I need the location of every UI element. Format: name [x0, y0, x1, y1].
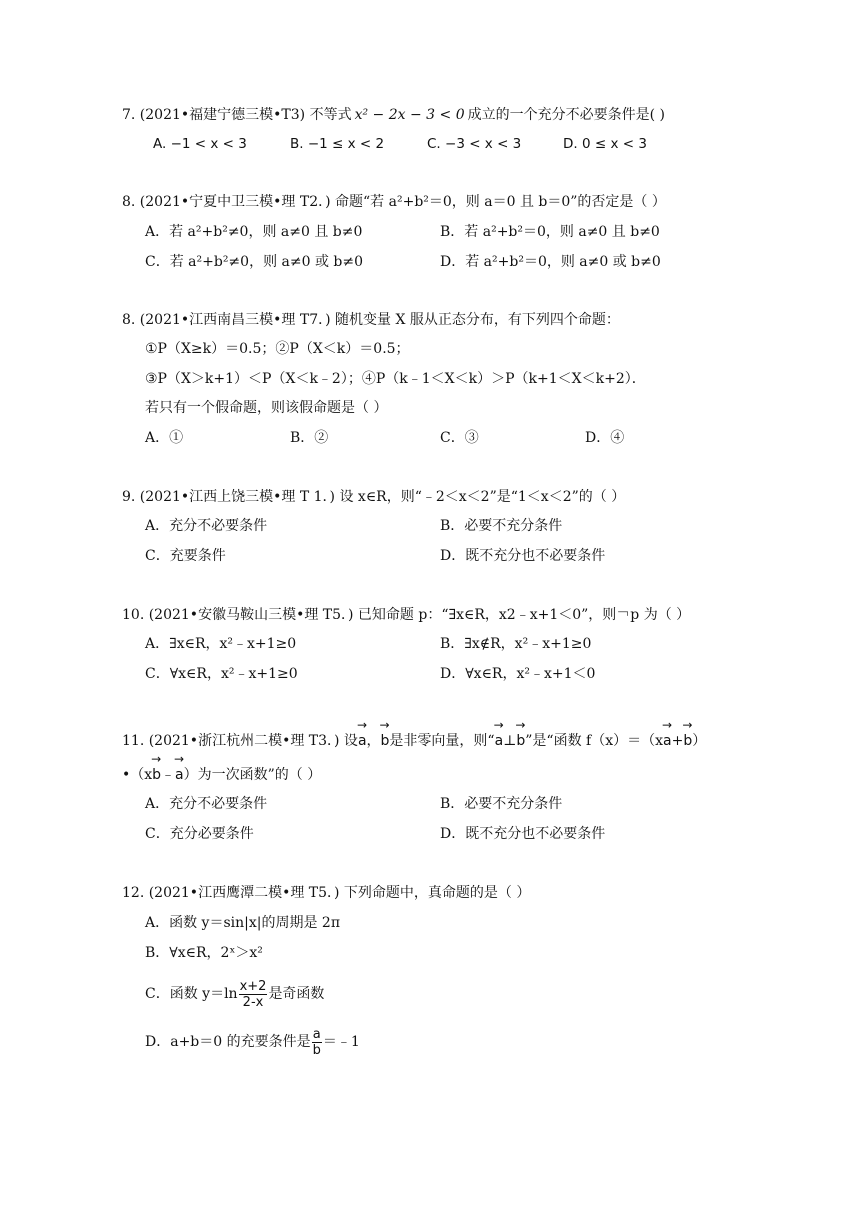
question-10-option-d: D．∀x∈R，x²﹣x+1＜0 — [440, 666, 596, 682]
question-7-inequality: x² − 2x − 3 < 0 — [354, 107, 465, 123]
question-8b-option-d: D．④ — [585, 430, 625, 446]
question-8b-option-a: A．① — [145, 430, 184, 446]
question-7-option-d: D. 0 ≤ x < 3 — [563, 136, 647, 152]
perpendicular-symbol: ⊥ — [503, 733, 517, 749]
question-12-option-a: A．函数 y＝sin|x|的周期是 2π — [145, 915, 341, 931]
question-8b-stem: 8. (2021•江西南昌三模•理 T7．) 随机变量 X 服从正态分布，有下列四个命题： — [122, 312, 620, 328]
vector-a: → a — [358, 731, 367, 751]
question-8a-option-d: D．若 a²+b²＝0，则 a≠0 或 b≠0 — [440, 254, 661, 270]
question-12-option-d — [145, 1024, 360, 1060]
question-8a-option-a: A．若 a²+b²≠0，则 a≠0 且 b≠0 — [145, 224, 363, 240]
question-12-option-d-text: D．a+b＝0 的充要条件是 — [145, 1034, 311, 1050]
question-9-option-a: A．充分不必要条件 — [145, 518, 268, 534]
question-9-option-d: D．既不充分也不必要条件 — [440, 548, 606, 564]
vector-a: → a — [495, 731, 504, 751]
question-11-option-b: B．必要不充分条件 — [440, 796, 563, 812]
question-8b-option-b: B．② — [290, 430, 329, 446]
question-10-stem: 10. (2021•安徽马鞍山三模•理 T5．) 已知命题 p：“∃x∈R，x2﹣x+1＜0”，则￢p 为（ ） — [122, 607, 691, 623]
question-11-stem-line-2 — [122, 765, 321, 785]
question-8b-line-3: ③P（X＞k+1）＜P（X＜k﹣2）；④P（k﹣1＜X＜k）＞P（k+1＜X＜k+2）． — [145, 371, 646, 387]
question-10-option-c: C．∀x∈R，x²﹣x+1≥0 — [145, 666, 298, 682]
question-7-option-a: A. −1 < x < 3 — [153, 136, 247, 152]
question-12-option-d-suffix: ＝﹣1 — [322, 1034, 360, 1050]
question-12-stem: 12. (2021•江西鹰潭二模•理 T5．) 下列命题中，真命题的是（ ） — [122, 885, 531, 901]
question-8a-option-c: C．若 a²+b²≠0，则 a≠0 或 b≠0 — [145, 254, 363, 270]
question-12-option-c — [145, 976, 324, 1012]
fraction-denominator: b — [312, 1042, 321, 1058]
question-11-line-2-suffix: ）为一次函数”的（ ） — [183, 767, 322, 783]
question-7-option-c: C. −3 < x < 3 — [427, 136, 522, 152]
vector-a: → a — [663, 731, 672, 751]
fraction — [312, 1027, 322, 1058]
plus-symbol: + — [671, 733, 684, 749]
question-11-stem-text: 11. (2021•浙江杭州二模•理 T3．) 设 — [122, 733, 358, 749]
question-11-separator: ， — [366, 733, 381, 749]
question-11-stem-text-2: 是非零向量，则“ — [389, 733, 495, 749]
question-10-option-b: B．∃x∉R，x²﹣x+1≥0 — [440, 636, 592, 652]
vector-b: → b — [516, 731, 525, 751]
fraction-denominator: 2-x — [242, 994, 264, 1010]
question-8b-line-2: ①P（X≥k）＝0.5；②P（X＜k）＝0.5； — [145, 341, 410, 357]
fraction — [239, 979, 268, 1010]
minus-symbol: ﹣ — [161, 767, 176, 783]
question-11-option-c: C．充分必要条件 — [145, 826, 254, 842]
question-9-stem: 9. (2021•江西上饶三模•理 T 1．) 设 x∈R，则“﹣2＜x＜2”是“1＜x＜2”的（ ） — [122, 489, 626, 505]
question-11-option-d: D．既不充分也不必要条件 — [440, 826, 606, 842]
vector-a: → a — [175, 765, 184, 785]
question-11-line-2-text: •（x — [122, 767, 153, 783]
vector-b: → b — [152, 765, 161, 785]
question-7-stem-suffix: 成立的一个充分不必要条件是( ) — [467, 107, 665, 123]
fraction-numerator: a — [312, 1026, 321, 1042]
question-11-stem-text-3: ”是“函数 f（x）＝（x — [525, 733, 663, 749]
question-7-stem-text: 7. (2021•福建宁德三模•T3) 不等式 — [122, 107, 352, 123]
question-9-option-b: B．必要不充分条件 — [440, 518, 563, 534]
question-11-stem — [122, 731, 706, 751]
question-11-option-a: A．充分不必要条件 — [145, 796, 268, 812]
close-paren: ） — [692, 733, 707, 749]
question-8b-option-c: C．③ — [440, 430, 479, 446]
vector-b: → b — [683, 731, 692, 751]
fraction-numerator: x+2 — [239, 978, 267, 994]
question-8b-line-4: 若只有一个假命题，则该假命题是（ ） — [145, 400, 388, 416]
question-12-option-c-suffix: 是奇函数 — [268, 986, 325, 1002]
question-12-option-b: B．∀x∈R，2ˣ＞x² — [145, 945, 263, 961]
question-10-option-a: A．∃x∈R，x²﹣x+1≥0 — [145, 636, 297, 652]
question-12-option-c-text: C．函数 y＝ln — [145, 986, 238, 1002]
question-8a-stem: 8. (2021•宁夏中卫三模•理 T2．) 命题“若 a²+b²＝0，则 a＝0 且 b＝0”的否定是（ ） — [122, 194, 666, 210]
question-7-stem — [122, 105, 665, 125]
question-9-option-c: C．充要条件 — [145, 548, 226, 564]
question-8a-option-b: B．若 a²+b²＝0，则 a≠0 且 b≠0 — [440, 224, 660, 240]
vector-b: → b — [381, 731, 390, 751]
question-7-option-b: B. −1 ≤ x < 2 — [290, 136, 385, 152]
